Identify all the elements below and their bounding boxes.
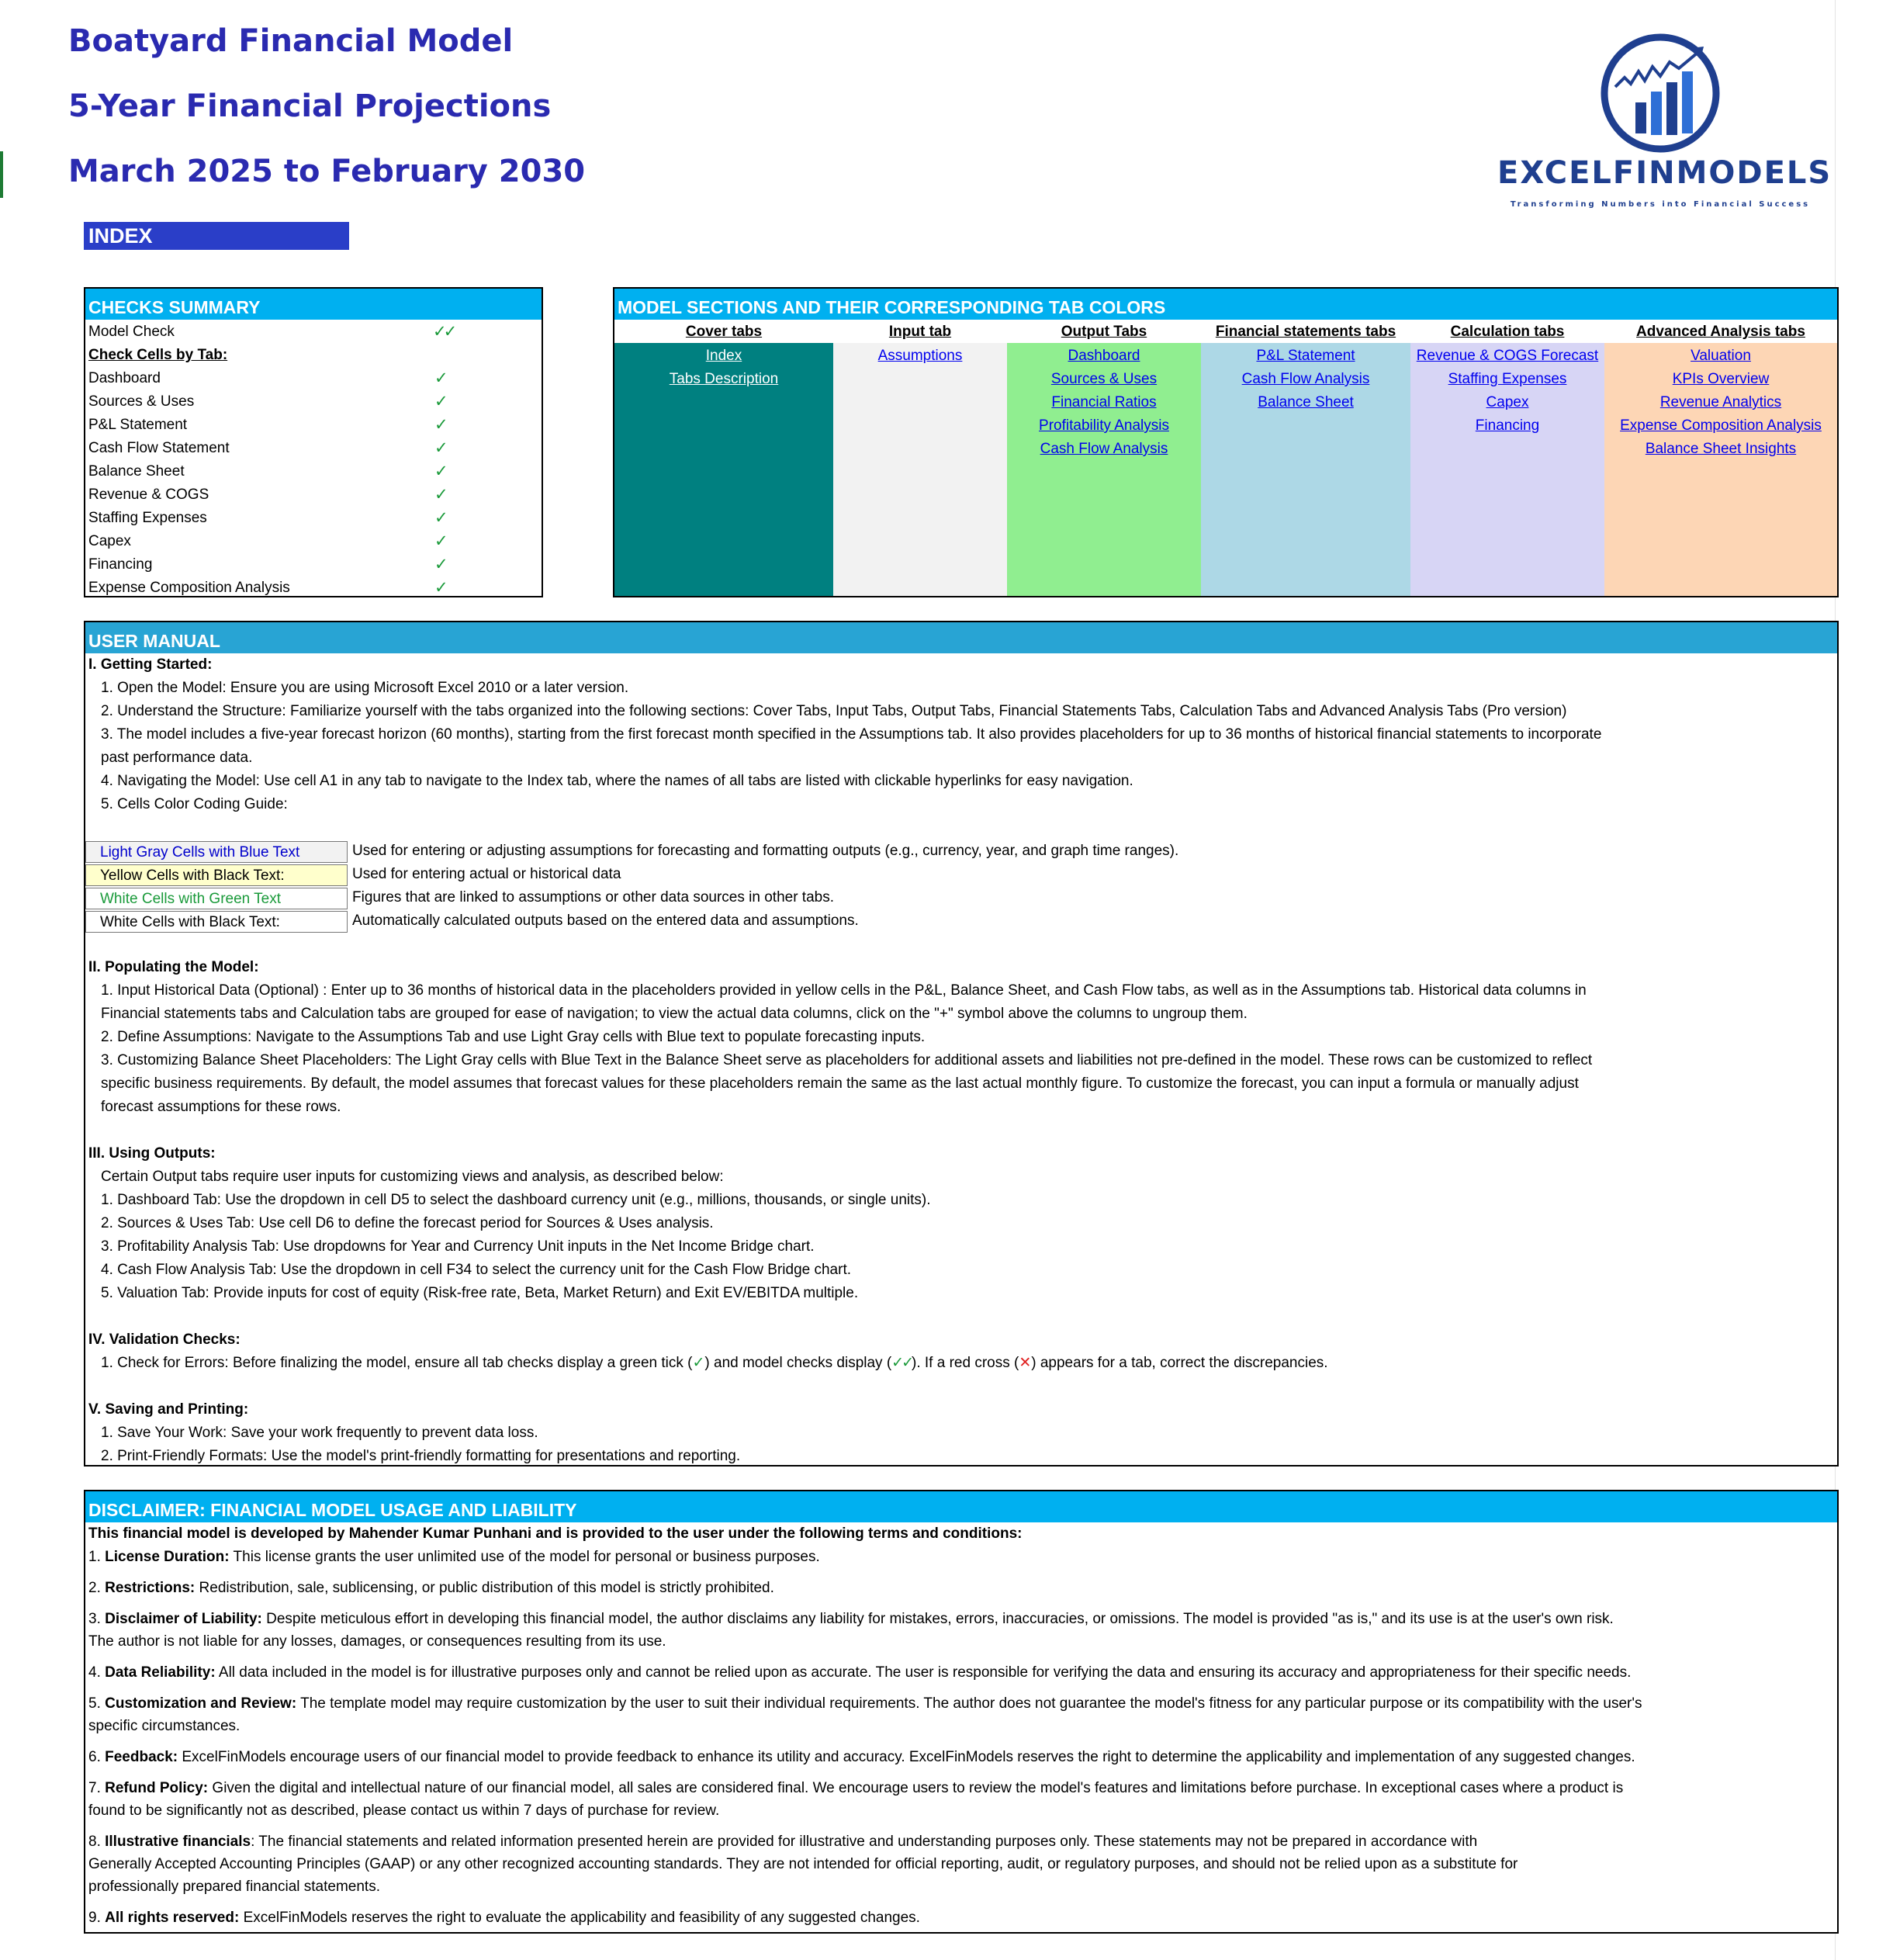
tab-link[interactable]: Revenue & COGS Forecast xyxy=(1416,348,1599,364)
disclaimer-num: 4. xyxy=(88,1664,106,1681)
check-tick-icon: ✓ xyxy=(434,462,448,480)
tab-link[interactable]: Balance Sheet Insights xyxy=(1645,441,1797,457)
tab-link[interactable]: Assumptions xyxy=(877,348,963,364)
disclaimer-num: 2. xyxy=(88,1580,106,1596)
section-header: Cover tabs xyxy=(685,324,763,340)
tab-link[interactable]: Expense Composition Analysis xyxy=(1620,417,1822,434)
growth-chart-logo-icon xyxy=(1598,31,1722,155)
model-check-double-tick: ✓✓ xyxy=(433,323,455,341)
disclaimer-text: ExcelFinModels encourage users of our financial model to provide feedback to enhance its utility and accuracy. ExcelFinModels reserves the right to determine the applicability and implementation of any suggested changes. xyxy=(178,1749,1635,1765)
manual-item: 1. Open the Model: Ensure you are using Microsoft Excel 2010 or a later version. xyxy=(101,680,629,696)
section-heading: I. Getting Started: xyxy=(88,656,213,673)
tick-icon: ✓ xyxy=(692,1355,705,1371)
disclaimer-text: found to be significantly not as described, please contact us within 7 days of purchase for review. xyxy=(88,1802,720,1819)
tab-link[interactable]: Staffing Expenses xyxy=(1448,371,1567,387)
manual-item: 4. Navigating the Model: Use cell A1 in any tab to navigate to the Index tab, where the names of all tabs are listed with clickable hyperlinks for easy navigation. xyxy=(101,773,1133,789)
model-sections-title: MODEL SECTIONS AND THEIR CORRESPONDING TAB COLORS xyxy=(614,289,1837,320)
check-tab-label: Staffing Expenses xyxy=(88,510,207,526)
check-tab-label: Sources & Uses xyxy=(88,393,195,410)
disclaimer-head: Customization and Review: xyxy=(105,1695,297,1712)
check-tab-label: Dashboard xyxy=(88,370,161,386)
tick-icon: ✓✓ xyxy=(891,1355,912,1371)
disclaimer-line xyxy=(88,1832,1477,1852)
manual-item: 2. Sources & Uses Tab: Use cell D6 to define the forecast period for Sources & Uses analysis. xyxy=(101,1215,714,1231)
section-header: Input tab xyxy=(888,324,952,340)
manual-item: 3. Customizing Balance Sheet Placeholders: The Light Gray cells with Blue Text in the Balance Sheet serve as placeholders for additional assets and liabilities not pre-defined in the model. These rows can be customized to reflect xyxy=(101,1052,1593,1068)
disclaimer-intro: This financial model is developed by Mahender Kumar Punhani and is provided to the user under the following terms and conditions: xyxy=(88,1525,1023,1542)
section-header: Financial statements tabs xyxy=(1215,324,1396,340)
disclaimer-line xyxy=(88,1609,1614,1629)
color-legend-desc: Automatically calculated outputs based on the entered data and assumptions. xyxy=(352,912,859,929)
tab-link[interactable]: P&L Statement xyxy=(1256,348,1355,364)
section-column xyxy=(1201,343,1410,596)
check-tick-icon: ✓ xyxy=(434,369,448,387)
disclaimer-num: 5. xyxy=(88,1695,106,1712)
disclaimer-line xyxy=(88,1694,1642,1714)
disclaimer-text: All data included in the model is for illustrative purposes only and cannot be relied upon as accurate. The user is responsible for verifying the data and ensuring its accuracy and appropriateness for their specific needs. xyxy=(215,1664,1632,1681)
user-manual-title: USER MANUAL xyxy=(85,622,1837,653)
disclaimer-head: All rights reserved: xyxy=(105,1910,240,1926)
manual-item: 1. Save Your Work: Save your work frequently to prevent data loss. xyxy=(101,1425,538,1441)
section-heading: II. Populating the Model: xyxy=(88,959,259,975)
validation-text: ) appears for a tab, correct the discrepancies. xyxy=(1031,1355,1328,1371)
disclaimer-text: The author is not liable for any losses, damages, or consequences resulting from its use. xyxy=(88,1633,666,1650)
disclaimer-text: This license grants the user unlimited use of the model for personal or business purposes. xyxy=(229,1549,820,1565)
disclaimer-title: DISCLAIMER: FINANCIAL MODEL USAGE AND LIABILITY xyxy=(85,1491,1837,1522)
check-tick-icon: ✓ xyxy=(434,486,448,504)
disclaimer-line xyxy=(88,1908,920,1928)
manual-item: 3. The model includes a five-year forecast horizon (60 months), starting from the first forecast month specified in the Assumptions tab. It also provides placeholders for up to 36 months of historical financial statements to incorporate xyxy=(101,726,1602,743)
color-legend-desc: Used for entering actual or historical data xyxy=(352,866,621,882)
disclaimer-text: ExcelFinModels reserves the right to evaluate the applicability and feasibility of any suggested changes. xyxy=(239,1910,920,1926)
disclaimer-head: License Duration: xyxy=(105,1549,230,1565)
manual-item: 4. Cash Flow Analysis Tab: Use the dropdown in cell F34 to select the currency unit for the Cash Flow Bridge chart. xyxy=(101,1262,852,1278)
section-column xyxy=(833,343,1007,596)
disclaimer-line xyxy=(88,1877,380,1897)
validation-text: ) and model checks display ( xyxy=(704,1355,892,1371)
disclaimer-line xyxy=(88,1578,774,1598)
disclaimer-num: 8. xyxy=(88,1834,106,1850)
model-subtitle: 5-Year Financial Projections xyxy=(68,88,552,124)
disclaimer-text: Redistribution, sale, sublicensing, or public distribution of this model is strictly prohibited. xyxy=(195,1580,774,1596)
tab-link[interactable]: Cash Flow Analysis xyxy=(1040,441,1168,457)
checks-summary-title: CHECKS SUMMARY xyxy=(85,289,542,320)
sheet-left-indicator xyxy=(0,151,3,198)
disclaimer-text: Generally Accepted Accounting Principles (GAAP) or any other recognized accounting standards. They are not intended for official reporting, audit, or regulatory purposes, and should not be relied upon as a substitute for xyxy=(88,1856,1518,1872)
section-header: Output Tabs xyxy=(1061,324,1147,340)
manual-item: 2. Define Assumptions: Navigate to the Assumptions Tab and use Light Gray cells with Blue text to populate forecasting inputs. xyxy=(101,1029,926,1045)
disclaimer-line xyxy=(88,1854,1518,1875)
validation-check-item xyxy=(101,1353,1328,1373)
manual-item: 1. Input Historical Data (Optional) : Enter up to 36 months of historical data in the placeholders provided in yellow cells in the P&L, Balance Sheet, and Cash Flow tabs, as well as in the Assumptions tab. Historical data columns in xyxy=(101,982,1587,999)
disclaimer-line xyxy=(88,1801,719,1821)
tab-link[interactable]: Balance Sheet xyxy=(1258,394,1354,410)
color-legend-swatch: White Cells with Green Text xyxy=(85,888,348,909)
tab-link[interactable]: Tabs Description xyxy=(669,371,779,387)
disclaimer-line xyxy=(88,1747,1635,1768)
manual-item: 3. Profitability Analysis Tab: Use dropdowns for Year and Currency Unit inputs in the Net Income Bridge chart. xyxy=(101,1238,815,1255)
disclaimer-num: 7. xyxy=(88,1780,106,1796)
section-heading: V. Saving and Printing: xyxy=(88,1401,249,1418)
logo xyxy=(1497,31,1832,225)
disclaimer-text: : The financial statements and related information presented herein are provided for illustrative and understanding purposes only. These statements may not be prepared in accordance with xyxy=(251,1834,1478,1850)
tab-link[interactable]: KPIs Overview xyxy=(1672,371,1770,387)
section-header: Calculation tabs xyxy=(1450,324,1565,340)
user-manual-panel xyxy=(84,621,1839,1467)
validation-text: 1. Check for Errors: Before finalizing the model, ensure all tab checks display a green tick ( xyxy=(101,1355,693,1371)
manual-item: Financial statements tabs and Calculation tabs are grouped for ease of navigation; to view the actual data columns, click on the "+" symbol above the columns to ungroup them. xyxy=(101,1006,1248,1022)
disclaimer-num: 3. xyxy=(88,1611,106,1627)
disclaimer-head: Feedback: xyxy=(105,1749,178,1765)
section-heading: IV. Validation Checks: xyxy=(88,1331,241,1348)
manual-item: 5. Cells Color Coding Guide: xyxy=(101,796,288,812)
tab-link[interactable]: Financing xyxy=(1475,417,1540,434)
tab-link[interactable]: Capex xyxy=(1486,394,1529,410)
color-legend-swatch: White Cells with Black Text: xyxy=(85,911,348,933)
check-tab-label: P&L Statement xyxy=(88,417,188,433)
check-tick-icon: ✓ xyxy=(434,579,448,597)
check-tab-label: Expense Composition Analysis xyxy=(88,580,290,596)
disclaimer-line xyxy=(88,1778,1623,1799)
logo-brand: EXCELFINMODELS xyxy=(1497,155,1832,191)
disclaimer-text: professionally prepared financial statements. xyxy=(88,1879,380,1895)
manual-item: Certain Output tabs require user inputs for customizing views and analysis, as described below: xyxy=(101,1169,724,1185)
disclaimer-line xyxy=(88,1716,240,1737)
disclaimer-line xyxy=(88,1632,666,1652)
disclaimer-head: Data Reliability: xyxy=(105,1664,216,1681)
check-tab-label: Financing xyxy=(88,556,153,573)
check-tab-label: Cash Flow Statement xyxy=(88,440,230,456)
check-tick-icon: ✓ xyxy=(434,532,448,550)
tab-link[interactable]: Profitability Analysis xyxy=(1039,417,1169,434)
tab-link[interactable]: Sources & Uses xyxy=(1050,371,1158,387)
section-heading: III. Using Outputs: xyxy=(88,1145,216,1162)
check-tick-icon: ✓ xyxy=(434,416,448,434)
check-tab-label: Capex xyxy=(88,533,131,549)
model-check-label: Model Check xyxy=(88,324,175,340)
disclaimer-head: Disclaimer of Liability: xyxy=(105,1611,262,1627)
check-by-tab-label: Check Cells by Tab: xyxy=(88,347,228,363)
disclaimer-num: 6. xyxy=(88,1749,106,1765)
disclaimer-head: Illustrative financials xyxy=(105,1834,251,1850)
tab-link[interactable]: Dashboard xyxy=(1068,348,1140,364)
logo-tagline: Transforming Numbers into Financial Success xyxy=(1510,200,1811,209)
manual-item: 5. Valuation Tab: Provide inputs for cost of equity (Risk-free rate, Beta, Market Return) and Exit EV/EBITDA multiple. xyxy=(101,1285,859,1301)
disclaimer-text: Despite meticulous effort in developing this financial model, the author disclaims any liability for mistakes, errors, inaccuracies, or omissions. The model is provided "as is," and its use is at the user's own risk. xyxy=(261,1611,1614,1627)
check-tick-icon: ✓ xyxy=(434,556,448,573)
model-title: Boatyard Financial Model xyxy=(68,23,514,59)
disclaimer-text: The template model may require customization by the user to suit their individual requirements. The author does not guarantee the model's fitness for any particular purpose or its compatibility with the user's xyxy=(296,1695,1642,1712)
manual-item: 1. Dashboard Tab: Use the dropdown in cell D5 to select the dashboard currency unit (e.g., millions, thousands, or single units). xyxy=(101,1192,931,1208)
disclaimer-line xyxy=(88,1663,1631,1683)
manual-item: specific business requirements. By default, the model assumes that forecast values for these placeholders remain the same as the last actual monthly figure. To customize the forecast, you can input a formula or manually adjust xyxy=(101,1075,1579,1092)
color-legend-swatch: Light Gray Cells with Blue Text xyxy=(85,841,348,863)
color-legend-swatch: Yellow Cells with Black Text: xyxy=(85,864,348,886)
index-label: INDEX xyxy=(84,222,349,250)
color-legend-desc: Used for entering or adjusting assumptions for forecasting and formatting outputs (e.g., currency, year, and graph time ranges). xyxy=(352,843,1179,859)
cross-icon: ✕ xyxy=(1019,1355,1032,1371)
manual-item: 2. Print-Friendly Formats: Use the model's print-friendly formatting for presentations and reporting. xyxy=(101,1448,741,1464)
section-column xyxy=(1007,343,1201,596)
section-column xyxy=(1604,343,1837,596)
disclaimer-text: specific circumstances. xyxy=(88,1718,241,1734)
disclaimer-num: 1. xyxy=(88,1549,106,1565)
validation-text: ). If a red cross ( xyxy=(912,1355,1019,1371)
tab-link[interactable]: Revenue Analytics xyxy=(1659,394,1782,410)
disclaimer-text: Given the digital and intellectual nature of our financial model, all sales are considered final. We encourage users to review the model's features and limitations before purchase. In exceptional cases where a product is xyxy=(208,1780,1624,1796)
check-tick-icon: ✓ xyxy=(434,439,448,457)
disclaimer-line xyxy=(88,1547,820,1567)
manual-item: forecast assumptions for these rows. xyxy=(101,1099,341,1115)
check-tab-label: Balance Sheet xyxy=(88,463,185,480)
color-legend-desc: Figures that are linked to assumptions or other data sources in other tabs. xyxy=(352,889,834,906)
section-column xyxy=(1410,343,1604,596)
disclaimer-num: 9. xyxy=(88,1910,106,1926)
section-column xyxy=(614,343,833,596)
model-period: March 2025 to February 2030 xyxy=(68,154,586,189)
checks-summary-panel xyxy=(84,287,543,597)
check-tick-icon: ✓ xyxy=(434,393,448,410)
check-tab-label: Revenue & COGS xyxy=(88,487,209,503)
section-header: Advanced Analysis tabs xyxy=(1636,324,1805,340)
tab-link[interactable]: Index xyxy=(705,348,742,364)
disclaimer-head: Restrictions: xyxy=(105,1580,196,1596)
tab-link[interactable]: Valuation xyxy=(1691,348,1751,364)
check-tick-icon: ✓ xyxy=(434,509,448,527)
manual-item: 2. Understand the Structure: Familiarize yourself with the tabs organized into the following sections: Cover Tabs, Input Tabs, Output Tabs, Financial Statements Tabs, Calculation Tabs and Advanced Analysis Tabs (Pro version) xyxy=(101,703,1567,719)
tab-link[interactable]: Cash Flow Analysis xyxy=(1241,371,1370,387)
disclaimer-panel xyxy=(84,1490,1839,1934)
model-sections-panel xyxy=(613,287,1839,597)
tab-link[interactable]: Financial Ratios xyxy=(1051,394,1157,410)
disclaimer-head: Refund Policy: xyxy=(105,1780,209,1796)
manual-item: past performance data. xyxy=(101,750,253,766)
